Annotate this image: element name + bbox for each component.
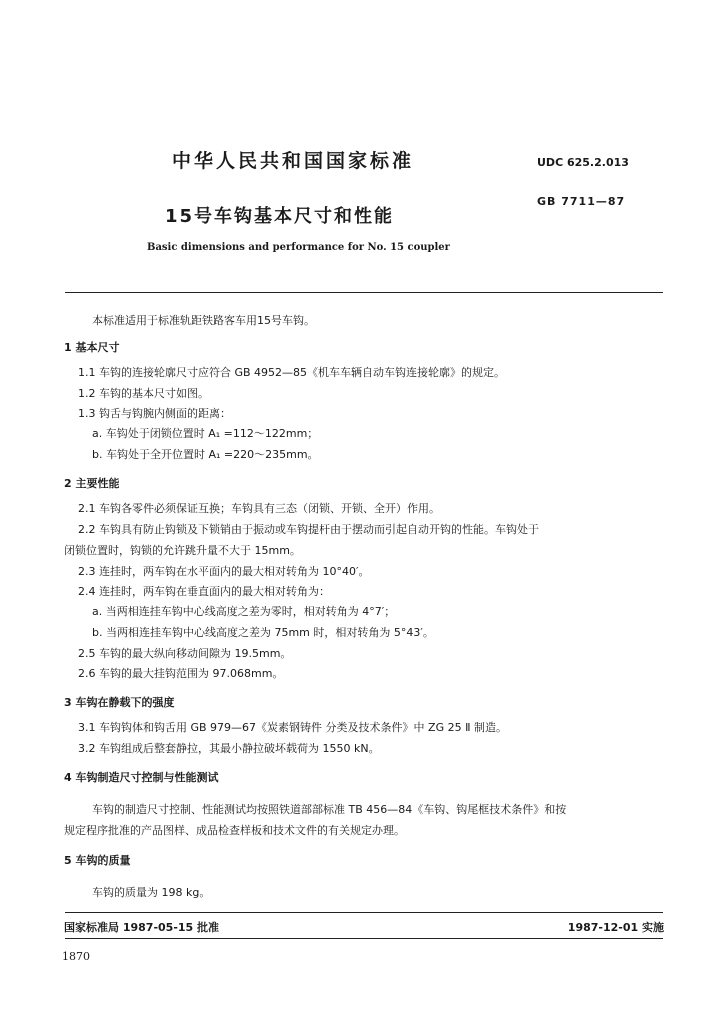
intro-paragraph: 本标准适用于标准轨距铁路客车用15号车钩。 [92,314,315,327]
page-number: 1870 [62,950,90,963]
clause-2-6: 2.6 车钩的最大挂钩范围为 97.068mm。 [78,667,284,680]
clause-2-4: 2.4 连挂时，两车钩在垂直面内的最大相对转角为： [78,585,330,598]
document-title: 中华人民共和国国家标准 [172,150,415,172]
section-1-heading: 1 基本尺寸 [64,341,120,354]
section-4-paragraph-continued: 规定程序批准的产品图样、成品检查样板和技术文件的有关规定办理。 [64,824,405,837]
gb-number: GB 7711—87 [537,195,626,208]
clause-1-3: 1.3 钩舌与钩腕内侧面的距离： [78,407,231,420]
clause-2-2-continued: 闭锁位置时，钩锁的允许跳升量不大于 15mm。 [64,544,301,557]
section-5-heading: 5 车钩的质量 [64,854,131,867]
clause-2-4-a: a. 当两相连挂车钩中心线高度之差为零时，相对转角为 4°7′； [92,605,396,618]
clause-2-3: 2.3 连挂时，两车钩在水平面内的最大相对转角为 10°40′。 [78,565,370,578]
approval-date: 国家标准局 1987-05-15 批准 [64,921,220,934]
clause-3-1: 3.1 车钩钩体和钩舌用 GB 979—67《炭素钢铸件 分类及技术条件》中 ZG 25 Ⅱ 制造。 [78,721,507,734]
clause-2-4-b: b. 当两相连挂车钩中心线高度之差为 75mm 时，相对转角为 5°43′。 [92,626,434,639]
section-5-paragraph: 车钩的质量为 198 kg。 [92,886,211,899]
english-title: Basic dimensions and performance for No. 15 coupler [147,242,450,253]
section-2-heading: 2 主要性能 [64,477,120,490]
clause-3-2: 3.2 车钩组成后整套静拉，其最小静拉破坏载荷为 1550 kN。 [78,742,380,755]
clause-1-3-b: b. 车钩处于全开位置时 A₁ =220～235mm。 [92,448,319,461]
section-4-heading: 4 车钩制造尺寸控制与性能测试 [64,771,219,784]
effective-date: 1987-12-01 实施 [567,921,664,934]
clause-1-1: 1.1 车钩的连接轮廓尺寸应符合 GB 4952—85《机车车辆自动车钩连接轮廓》的规定。 [78,366,506,379]
clause-2-1: 2.1 车钩各零件必须保证互换；车钩具有三态（闭锁、开锁、全开）作用。 [78,502,440,515]
standard-subtitle: 15号车钩基本尺寸和性能 [165,206,395,227]
section-4-paragraph: 车钩的制造尺寸控制、性能测试均按照铁道部部标准 TB 456—84《车钩、钩尾框技术条件》和按 [92,803,567,816]
footer-divider [65,912,663,913]
clause-1-3-a: a. 车钩处于闭锁位置时 A₁ =112～122mm； [92,427,319,440]
header-divider [65,292,663,293]
udc-code: UDC 625.2.013 [537,156,629,169]
clause-1-2: 1.2 车钩的基本尺寸如图。 [78,387,209,400]
footer-bottom-divider [65,938,663,939]
clause-2-2: 2.2 车钩具有防止钩锁及下锁销由于振动或车钩提杆由于摆动而引起自动开钩的性能。车钩处于 [78,523,539,536]
section-3-heading: 3 车钩在静载下的强度 [64,696,175,709]
clause-2-5: 2.5 车钩的最大纵向移动间隙为 19.5mm。 [78,647,292,660]
